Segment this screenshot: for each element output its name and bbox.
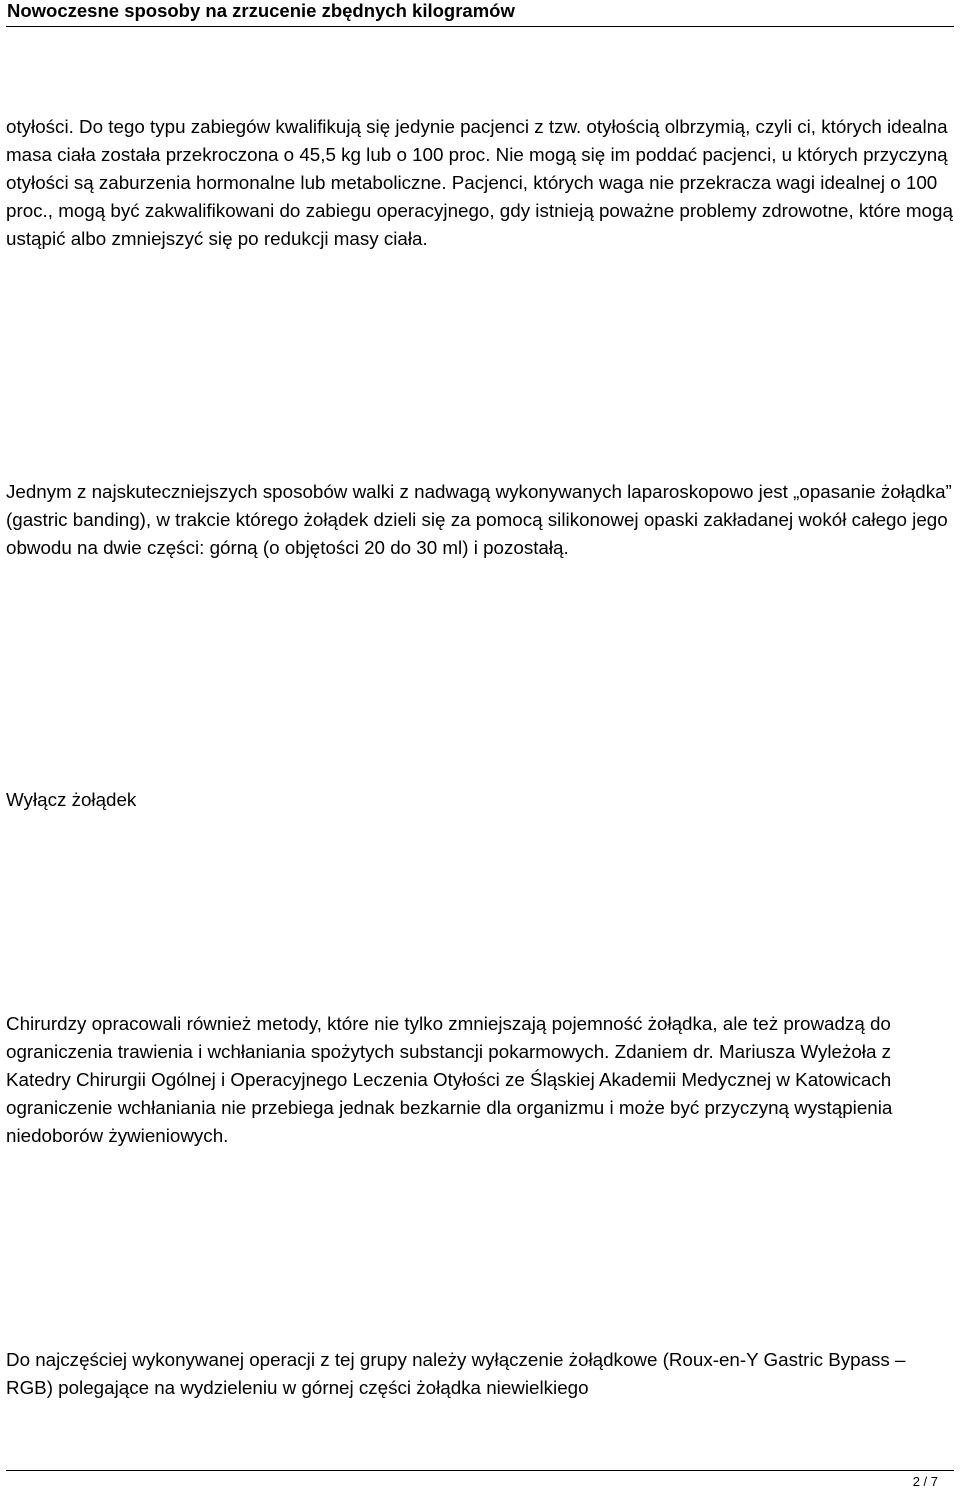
page-number: 2 / 7 (912, 1474, 938, 1489)
paragraph-obesity-qualification: otyłości. Do tego typu zabiegów kwalifikują się jedynie pacjenci z tzw. otyłością olbrzymią, czyli ci, których idealna masa ciała została przekroczona o 45,5 kg lub o 100 proc. Nie mogą się im poddać pacjenci, u których przyczyną otyłości są zaburzenia hormonalne lub metaboliczne. Pacjenci, których waga nie przekracza wagi idealnej o 100 proc., mogą być zakwalifikowani do zabiegu operacyjnego, gdy istnieją poważne problemy zdrowotne, które mogą ustąpić albo zmniejszyć się po redukcji masy ciała. (6, 116, 953, 249)
section-heading-stomach-bypass: Wyłącz żołądek (6, 789, 137, 810)
paragraph-roux-en-y: Do najczęściej wykonywanej operacji z tej grupy należy wyłączenie żołądkowe (Roux-en-Y Gastric Bypass – RGB) polegające na wydzieleniu w górnej części żołądka niewielkiego (6, 1349, 906, 1398)
paragraph-gastric-banding: Jednym z najskuteczniejszych sposobów walki z nadwagą wykonywanych laparoskopowo jest „opasanie żołądka” (gastric banding), w trakcie którego żołądek dzieli się za pomocą silikonowej opaski zakładanej wokół całego jego obwodu na dwie części: górną (o objętości 20 do 30 ml) i pozostałą. (6, 481, 952, 558)
page-footer (6, 1470, 954, 1488)
page-header (6, 0, 954, 27)
document-title: Nowoczesne sposoby na zrzucenie zbędnych kilogramów (7, 0, 515, 21)
paragraph-absorption-methods: Chirurdzy opracowali również metody, które nie tylko zmniejszają pojemność żołądka, ale też prowadzą do ograniczenia trawienia i wchłaniania spożytych substancji pokarmowych. Zdaniem dr. Mariusza Wyleżoła z Katedry Chirurgii Ogólnej i Operacyjnego Leczenia Otyłości ze Śląskiej Akademii Medycznej w Katowicach ograniczenie wchłaniania nie przebiega jednak bezkarnie dla organizmu i może być przyczyną wystąpienia niedoborów żywieniowych. (6, 1013, 893, 1146)
